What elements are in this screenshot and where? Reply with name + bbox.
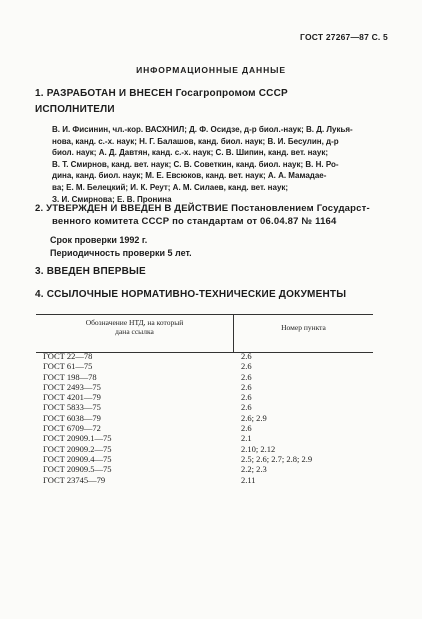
table-cell-doc: ГОСТ 6038—79: [43, 412, 101, 423]
table-cell-doc: ГОСТ 20909.1—75: [43, 433, 112, 444]
table-cell-item: 2.6; 2.9: [241, 412, 267, 423]
table-row: [43, 423, 371, 433]
table-col-doc-header: Обозначение НТД, на который дана ссылка: [85, 318, 184, 336]
table-cell-item: 2.6: [241, 392, 252, 403]
section-2-line-2: венного комитета СССР по стандартам от 06.04.87 № 1164: [52, 216, 337, 227]
table-row: [43, 351, 371, 361]
executors-heading: ИСПОЛНИТЕЛИ: [35, 104, 115, 115]
table-row: [43, 413, 371, 423]
table-row: [43, 433, 371, 443]
table-row: [43, 382, 371, 392]
table-cell-item: 2.11: [241, 474, 256, 485]
executors-line: нова, канд. с.-х. наук; Н. Г. Балашов, канд. биол. наук; В. И. Бесулин, д-р: [52, 136, 339, 146]
table-cell-doc: ГОСТ 61—75: [43, 361, 93, 372]
section-2-lead: 2. УТВЕРЖДЕН И ВВЕДЕН В ДЕЙСТВИЕ: [35, 203, 229, 214]
table-cell-item: 2.6: [241, 371, 252, 382]
executors-list: [52, 124, 388, 205]
section-2-rest: Постановлением Государст-: [231, 203, 370, 214]
table-row: [43, 454, 371, 464]
table-cell-doc: ГОСТ 20909.5—75: [43, 464, 112, 475]
references-table-header: [36, 314, 373, 353]
table-row: [43, 444, 371, 454]
section-2-line-1: [35, 203, 370, 214]
table-cell-doc: ГОСТ 20909.4—75: [43, 453, 112, 464]
table-cell-doc: ГОСТ 4201—79: [43, 392, 101, 403]
executors-line: дина, канд. биол. наук; М. Е. Евсюков, канд. вет. наук; А. А. Мамадае-: [52, 171, 327, 181]
table-cell-item: 2.5; 2.6; 2.7; 2.8; 2.9: [241, 453, 313, 464]
table-row: [43, 372, 371, 382]
table-cell-item: 2.6: [241, 423, 252, 434]
page-header: ГОСТ 27267—87 С. 5: [300, 32, 388, 42]
table-cell-doc: ГОСТ 22—78: [43, 351, 93, 361]
table-cell-item: 2.10; 2.12: [241, 443, 276, 454]
executors-line: биол. наук; А. Д. Давтян, канд. с.-х. наук; С. В. Шипин, канд. вет. наук;: [52, 148, 328, 158]
table-cell-doc: ГОСТ 5833—75: [43, 402, 101, 413]
table-cell-doc: ГОСТ 198—78: [43, 371, 97, 382]
table-cell-doc: ГОСТ 2493—75: [43, 381, 101, 392]
table-cell-item: 2.6: [241, 381, 252, 392]
table-cell-item: 2.1: [241, 433, 252, 444]
table-cell-doc: ГОСТ 20909.2—75: [43, 443, 112, 454]
table-cell-item: 2.6: [241, 402, 252, 413]
table-row: [43, 402, 371, 412]
table-row: [43, 392, 371, 402]
table-cell-item: 2.6: [241, 361, 252, 372]
review-period: Периодичность проверки 5 лет.: [50, 248, 192, 258]
executors-line: В. Т. Смирнов, канд. вет. наук; С. В. Советкин, канд. биол. наук; В. Н. Ро-: [52, 159, 339, 169]
table-row: [43, 464, 371, 474]
section-3-heading: 3. ВВЕДЕН ВПЕРВЫЕ: [35, 266, 146, 277]
executors-line: В. И. Фисинин, чл.-кор. ВАСХНИЛ; Д. Ф. Осидзе, д-р биол.-наук; В. Д. Лукья-: [52, 125, 353, 134]
table-cell-item: 2.2; 2.3: [241, 464, 267, 475]
table-column-divider: [233, 315, 234, 352]
table-cell-item: 2.6: [241, 351, 252, 361]
table-cell-doc: ГОСТ 6709—72: [43, 423, 101, 434]
review-term: Срок проверки 1992 г.: [50, 235, 148, 245]
page-title: ИНФОРМАЦИОННЫЕ ДАННЫЕ: [136, 65, 286, 75]
table-row: [43, 475, 371, 485]
table-col-item-header: Номер пункта: [281, 323, 326, 332]
executors-line: З. И. Смирнова; Е. В. Пронина: [52, 194, 172, 204]
section-1-heading: 1. РАЗРАБОТАН И ВНЕСЕН Госагропромом СССР: [35, 88, 288, 99]
executors-line: ва; Е. М. Белецкий; И. К. Реут; А. М. Силаев, канд. вет. наук;: [52, 182, 289, 192]
references-table-body: [43, 351, 371, 485]
table-cell-doc: ГОСТ 23745—79: [43, 474, 106, 485]
table-row: [43, 361, 371, 371]
section-4-heading: 4. ССЫЛОЧНЫЕ НОРМАТИВНО-ТЕХНИЧЕСКИЕ ДОКУМЕНТЫ: [35, 289, 347, 300]
